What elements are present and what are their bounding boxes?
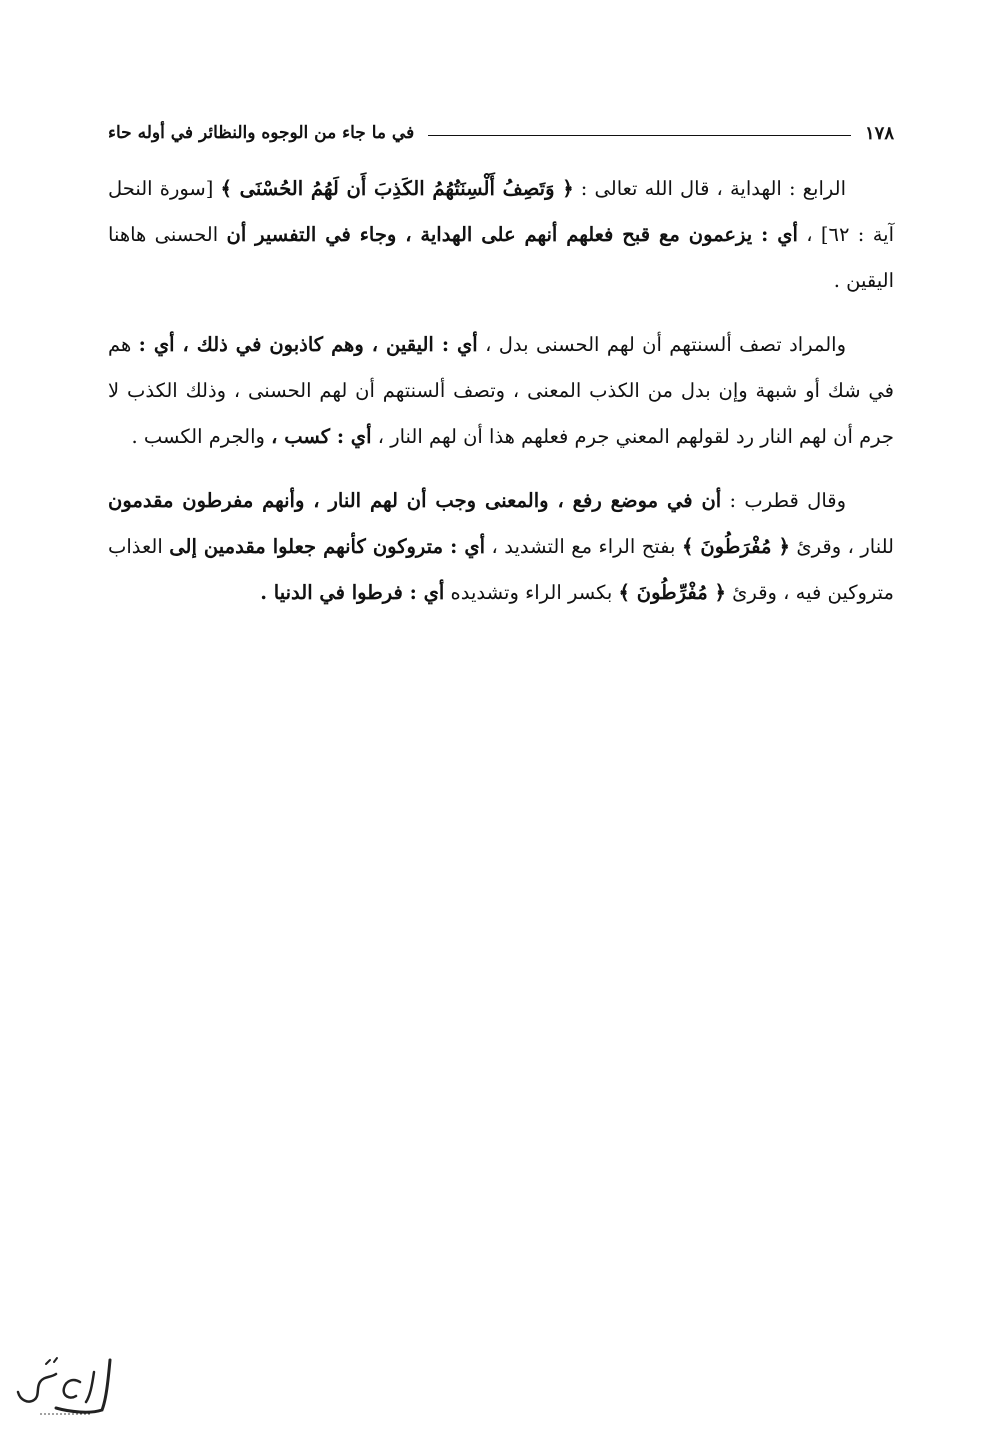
paragraph-2-intro: والمراد تصف ألسنتهم أن لهم الحسنى بدل ، [477,333,846,356]
paragraph-3-intro: وقال قطرب : [721,489,846,512]
paragraph-3 [108,478,894,616]
quran-reading-2: ﴿ مُفْرِّطُونَ ﴾ [618,581,726,604]
paragraph-3-mid-2: بفتح الراء مع التشديد ، [485,535,676,558]
paragraph-2-mid: هم في شك أو شبهة وإن بدل من الكذب المعنى ، وتصف ألسنتهم أن لهم الحسنى ، وذلك الكذب لا جرم أن لهم النار رد لقولهم المعني جرم فعلهم هذا أن لهم النار ، [108,333,894,448]
paragraph-3-mid: للنار ، وقرئ [789,535,894,558]
paragraph-2-bold: أي : اليقين ، وهم كاذبون في ذلك ، أي : [138,333,478,356]
paragraph-3-bold: أن في موضع رفع ، والمعنى وجب أن لهم النار ، وأنهم مفرطون مقدمون [108,489,722,512]
quran-reading-1: ﴿ مُفْرَطُونَ ﴾ [681,535,790,558]
paragraph-1-citation: [سورة النحل آية : ٦٢] ، [108,177,894,246]
paragraph-3-bold-3: أي : فرطوا في الدنيا . [260,581,445,604]
paragraph-1-end: الحسنى هاهنا اليقين . [108,223,894,292]
paragraph-2-end: والجرم الكسب . [131,425,265,448]
paragraph-3-mid-3: العذاب متروكين فيه ، وقرئ [108,535,894,604]
running-title: في ما جاء من الوجوه والنظائر في أوله حاء [108,123,415,143]
quran-verse: ﴿ وَتَصِفُ أَلْسِنَتُهُمُ الكَذِبَ أَن لَهُمُ الحُسْنَى ﴾ [220,177,574,200]
paragraph-1-bold: أي : يزعمون مع قبح فعلهم أنهم على الهداية ، وجاء في التفسير أن [226,223,798,246]
running-header [108,118,894,148]
page-number: ١٧٨ [864,122,894,144]
paragraph-2-bold-2: أي : كسب ، [271,425,372,448]
logo-calligraphy-icon [10,1352,120,1422]
paragraph-1 [108,166,894,304]
paragraph-3-mid-4: بكسر الراء وتشديده [444,581,613,604]
paragraph-1-intro: الرابع : الهداية ، قال الله تعالى : [573,177,847,200]
paragraph-3-bold-2: أي : متروكون كأنهم جعلوا مقدمين إلى [169,535,486,558]
paragraph-2 [108,322,894,460]
almostafa-logo-icon [10,1352,120,1422]
body-text [108,166,894,634]
header-rule [428,135,851,136]
